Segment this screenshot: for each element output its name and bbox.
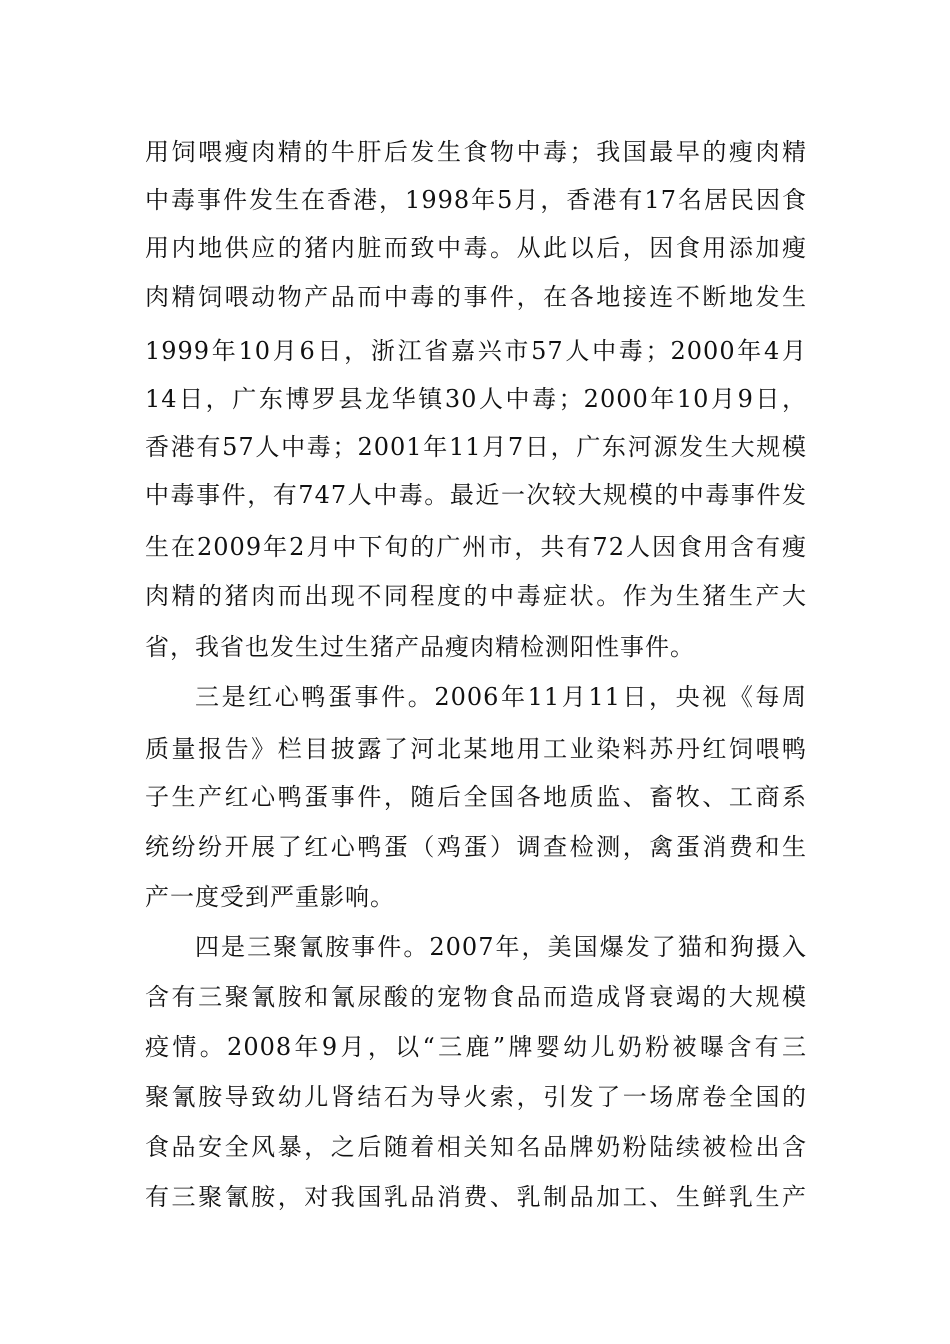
text-line: 14日，广东博罗县龙华镇30人中毒；2000年10月9日， — [145, 385, 807, 413]
text-line: 含有三聚氰胺和氰尿酸的宠物食品而造成肾衰竭的大规模 — [145, 983, 807, 1011]
text-line: 食品安全风暴，之后随着相关知名品牌奶粉陆续被检出含 — [145, 1133, 807, 1161]
text-line: 有三聚氰胺，对我国乳品消费、乳制品加工、生鲜乳生产 — [145, 1183, 807, 1211]
text-line: 子生产红心鸭蛋事件，随后全国各地质监、畜牧、工商系 — [145, 783, 807, 811]
text-line: 肉精饲喂动物产品而中毒的事件，在各地接连不断地发生 — [145, 283, 807, 311]
text-line: 用内地供应的猪内脏而致中毒。从此以后，因食用添加瘦 — [145, 234, 807, 262]
text-line: 用饲喂瘦肉精的牛肝后发生食物中毒；我国最早的瘦肉精 — [145, 138, 807, 166]
text-line: 香港有57人中毒；2001年11月7日，广东河源发生大规模 — [145, 433, 807, 461]
text-line: 1999年10月6日，浙江省嘉兴市57人中毒；2000年4月 — [145, 337, 807, 365]
paragraph-start-line: 四是三聚氰胺事件。2007年，美国爆发了猫和狗摄入 — [195, 933, 807, 961]
text-line: 产一度受到严重影响。 — [145, 883, 395, 911]
text-line: 中毒事件，有747人中毒。最近一次较大规模的中毒事件发 — [145, 481, 807, 509]
paragraph-start-line: 三是红心鸭蛋事件。2006年11月11日，央视《每周 — [195, 683, 807, 711]
text-line: 省，我省也发生过生猪产品瘦肉精检测阳性事件。 — [145, 633, 695, 661]
text-line: 统纷纷开展了红心鸭蛋（鸡蛋）调查检测，禽蛋消费和生 — [145, 833, 807, 861]
text-line: 疫情。2008年9月，以“三鹿”牌婴幼儿奶粉被曝含有三 — [145, 1033, 807, 1061]
text-line: 中毒事件发生在香港，1998年5月，香港有17名居民因食 — [145, 186, 807, 214]
text-line: 质量报告》栏目披露了河北某地用工业染料苏丹红饲喂鸭 — [145, 735, 807, 763]
text-line: 生在2009年2月中下旬的广州市，共有72人因食用含有瘦 — [145, 533, 807, 561]
text-line: 肉精的猪肉而出现不同程度的中毒症状。作为生猪生产大 — [145, 582, 807, 610]
text-line: 聚氰胺导致幼儿肾结石为导火索，引发了一场席卷全国的 — [145, 1083, 807, 1111]
